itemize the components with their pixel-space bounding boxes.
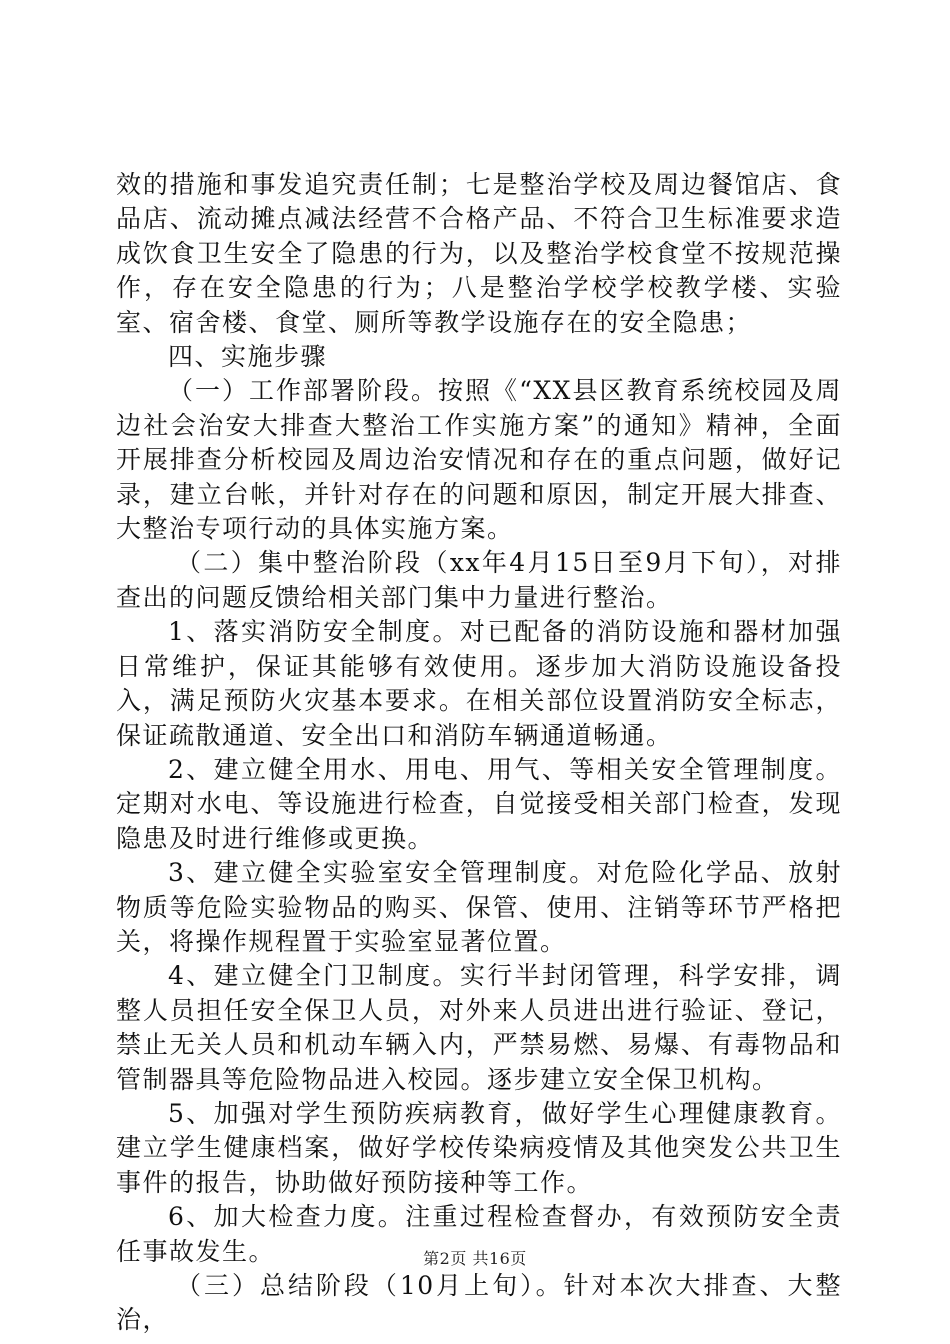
page-number-footer: 第2页 共16页 [423, 1249, 527, 1268]
paragraph-stage-one-deployment: （一）工作部署阶段。按照《“XX县区教育系统校园及周边社会治安大排查大整治工作实施方案”的通知》精神，全面开展排查分析校园及周边治安情况和存在的重点问题，做好记录，建立台帐，并针对存在的问题和原因，制定开展大排查、大整治专项行动的具体实施方案。 [116, 376, 842, 544]
heading-implementation-steps: 四、实施步骤 [168, 342, 328, 372]
paragraph-measures-continuation: 效的措施和事发追究责任制；七是整治学校及周边餐馆店、食品店、流动摊点减法经营不合格产品、不符合卫生标准要求造成饮食卫生安全了隐患的行为，以及整治学校食堂不按规范操作，存在安全隐患的行为；八是整治学校学校教学楼、实验室、宿舍楼、食堂、厕所等教学设施存在的安全隐患； [116, 170, 842, 337]
paragraph-stage-two-rectification: （二）集中整治阶段（xx年4月15日至9月下旬），对排查出的问题反馈给相关部门集中力量进行整治。 [116, 548, 842, 612]
paragraph-item-fire-safety: 1、落实消防安全制度。对已配备的消防设施和器材加强日常维护，保证其能够有效使用。逐步加大消防设施设备投入，满足预防火灾基本要求。在相关部位设置消防安全标志，保证疏散通道、安全出口和消防车辆通道畅通。 [116, 617, 842, 750]
paragraph-item-utilities-safety: 2、建立健全用水、用电、用气、等相关安全管理制度。定期对水电、等设施进行检查，自觉接受相关部门检查，发现隐患及时进行维修或更换。 [116, 754, 842, 853]
paragraph-item-gatekeeping: 4、建立健全门卫制度。实行半封闭管理，科学安排，调整人员担任安全保卫人员，对外来人员进出进行验证、登记，禁止无关人员和机动车辆入内，严禁易燃、易爆、有毒物品和管制器具等危险物品进入校园。逐步建立安全保卫机构。 [116, 961, 842, 1094]
paragraph-item-inspection: 6、加大检查力度。注重过程检查督办，有效预防安全责任事故发生。 [116, 1202, 842, 1266]
document-body [116, 168, 842, 1338]
paragraph-item-health-education: 5、加强对学生预防疾病教育，做好学生心理健康教育。建立学生健康档案，做好学校传染病疫情及其他突发公共卫生事件的报告，协助做好预防接种等工作。 [116, 1098, 842, 1197]
paragraph-stage-three-summary: （三）总结阶段（10月上旬）。针对本次大排查、大整治， [116, 1271, 842, 1335]
paragraph-item-laboratory-safety: 3、建立健全实验室安全管理制度。对危险化学品、放射物质等危险实验物品的购买、保管、使用、注销等环节严格把关，将操作规程置于实验室显著位置。 [116, 858, 842, 956]
